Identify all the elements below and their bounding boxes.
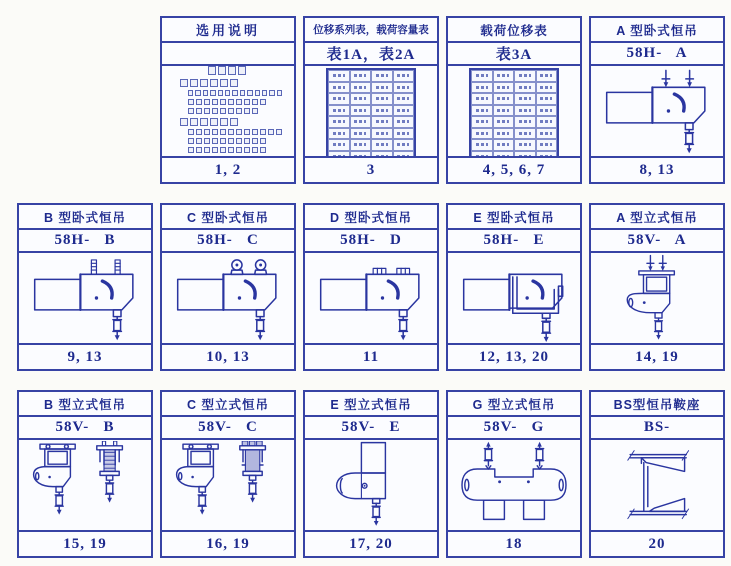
panel-title: 选用说明	[162, 18, 294, 43]
panel-subtitle: 58H- A	[591, 43, 723, 66]
panel-subtitle: 表1A，表2A	[305, 43, 437, 66]
panel-subtitle: 58V- C	[162, 417, 294, 440]
page-ref: 14, 19	[591, 343, 723, 369]
type-c-vertical-drawing	[175, 441, 281, 529]
type-c-horizontal-drawing	[176, 254, 281, 342]
panel-subtitle: 58H- D	[305, 230, 437, 253]
panel-title: G 型立式恒吊	[448, 392, 580, 417]
panel-title: BS型恒吊鞍座	[591, 392, 723, 417]
mini-table-figure	[469, 66, 559, 156]
panel-type-a-horizontal	[589, 16, 725, 184]
page-ref: 1, 2	[162, 156, 294, 182]
type-e-vertical-drawing	[331, 441, 411, 529]
type-e-horizontal-drawing	[462, 254, 567, 342]
bs-saddle-drawing	[619, 441, 696, 529]
panel-bs-saddle	[589, 390, 725, 558]
page-ref: 9, 13	[19, 343, 151, 369]
page-ref: 12, 13, 20	[448, 343, 580, 369]
type-a-horizontal-drawing	[605, 67, 710, 155]
panel-title: E 型立式恒吊	[305, 392, 437, 417]
panel-subtitle: 58H- E	[448, 230, 580, 253]
page-ref: 8, 13	[591, 156, 723, 182]
illegible-text-figure	[172, 66, 284, 156]
panel-type-c-horizontal	[160, 203, 296, 371]
panel-title: B 型卧式恒吊	[19, 205, 151, 230]
page-ref: 20	[591, 530, 723, 556]
panel-subtitle: 58H- C	[162, 230, 294, 253]
panel-type-c-vertical	[160, 390, 296, 558]
panel-load-displacement-table	[446, 16, 582, 184]
panel-subtitle: 58H- B	[19, 230, 151, 253]
panel-type-a-vertical	[589, 203, 725, 371]
page-ref: 11	[305, 343, 437, 369]
panel-subtitle: 58V- B	[19, 417, 151, 440]
page-ref: 3	[305, 156, 437, 182]
type-g-vertical-drawing	[458, 441, 570, 529]
panel-type-g-vertical	[446, 390, 582, 558]
panel-subtitle: 58V- A	[591, 230, 723, 253]
panel-title: C 型卧式恒吊	[162, 205, 294, 230]
type-b-vertical-drawing	[32, 441, 138, 529]
panel-title: D 型卧式恒吊	[305, 205, 437, 230]
panel-type-b-horizontal	[17, 203, 153, 371]
page-ref: 17, 20	[305, 530, 437, 556]
page-ref: 15, 19	[19, 530, 151, 556]
panel-title: 载荷位移表	[448, 18, 580, 43]
panel-title: C 型立式恒吊	[162, 392, 294, 417]
panel-title: 位移系列表，载荷容量表	[305, 18, 437, 43]
type-a-vertical-drawing	[618, 254, 695, 342]
panel-subtitle: BS-	[591, 417, 723, 440]
mini-table-figure	[326, 66, 416, 156]
empty-slot	[17, 16, 153, 184]
type-d-horizontal-drawing	[319, 254, 424, 342]
panel-selection-notes	[160, 16, 296, 184]
panel-title: A 型卧式恒吊	[591, 18, 723, 43]
page-ref: 16, 19	[162, 530, 294, 556]
panel-subtitle: 58V- E	[305, 417, 437, 440]
panel-title: A 型立式恒吊	[591, 205, 723, 230]
panel-type-b-vertical	[17, 390, 153, 558]
page-ref: 4, 5, 6, 7	[448, 156, 580, 182]
panel-displacement-series-tables	[303, 16, 439, 184]
panel-subtitle	[162, 43, 294, 66]
panel-title: E 型卧式恒吊	[448, 205, 580, 230]
panel-subtitle: 表3A	[448, 43, 580, 66]
type-b-horizontal-drawing	[33, 254, 138, 342]
panel-type-d-horizontal	[303, 203, 439, 371]
catalog-grid	[17, 16, 725, 558]
panel-title: B 型立式恒吊	[19, 392, 151, 417]
panel-type-e-horizontal	[446, 203, 582, 371]
panel-subtitle: 58V- G	[448, 417, 580, 440]
page-ref: 10, 13	[162, 343, 294, 369]
page-ref: 18	[448, 530, 580, 556]
panel-type-e-vertical	[303, 390, 439, 558]
